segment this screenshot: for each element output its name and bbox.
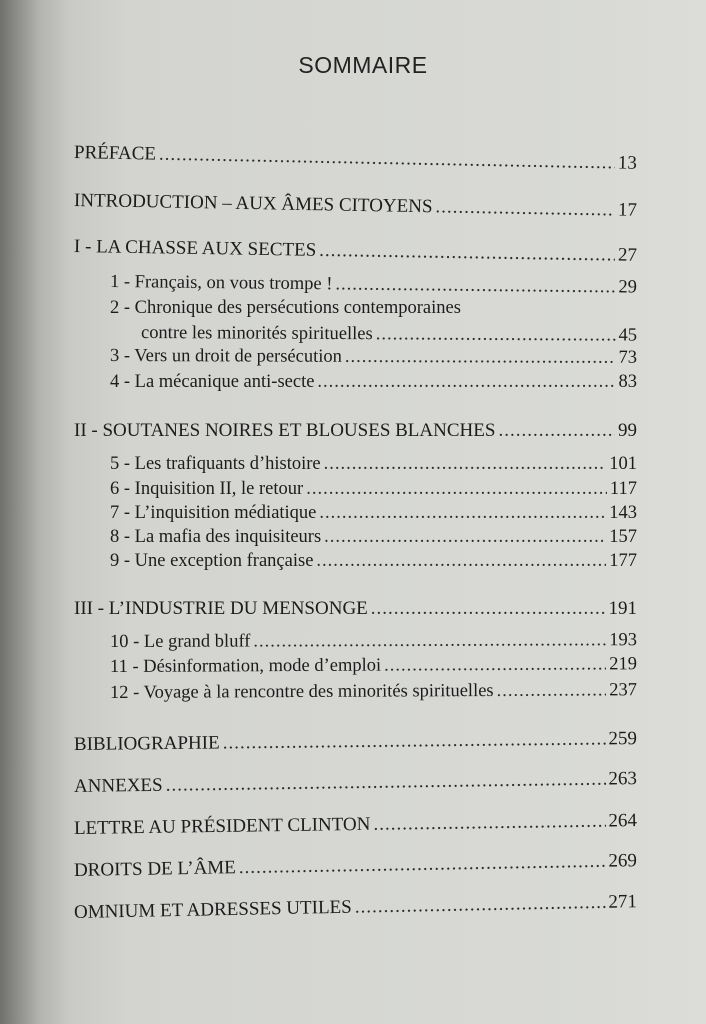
toc-entry-chapter-2-line-1: 2 - Chronique des persécutions contemporaines: [110, 298, 461, 318]
leader-dots: [371, 598, 606, 620]
toc-label: ANNEXES: [73, 774, 163, 797]
toc-entry-chapter-9: [110, 551, 637, 572]
toc-page-number: 219: [609, 654, 638, 675]
toc-entry-chapter-4: [110, 372, 637, 393]
leader-dots: [166, 769, 606, 797]
toc-label: BIBLIOGRAPHIE: [73, 732, 220, 755]
leader-dots: [319, 503, 606, 524]
toc-page-number: 237: [609, 680, 638, 701]
toc-page-number: 73: [618, 347, 638, 368]
toc-entry-annexes: [74, 768, 637, 798]
toc-page-number: 117: [609, 479, 637, 499]
toc-entry-chapter-12: [110, 680, 637, 704]
toc-label: 7 - L’inquisition médiatique: [110, 503, 317, 523]
leader-dots: [239, 851, 606, 879]
toc-entry-part-1: [74, 236, 637, 267]
leader-dots: [335, 274, 615, 298]
toc-page-number: 263: [608, 768, 638, 790]
toc-entry-chapter-6: [110, 479, 637, 500]
toc-entry-droits: [74, 850, 637, 882]
toc-page-number: 264: [608, 810, 638, 832]
leader-dots: [497, 680, 607, 702]
toc-page-number: 157: [609, 527, 637, 547]
toc-page-number: 259: [608, 728, 638, 750]
leader-dots: [376, 324, 616, 346]
leader-dots: [384, 654, 606, 676]
toc-entry-chapter-10: [110, 630, 637, 653]
toc-label: I - LA CHASSE AUX SECTES: [73, 236, 317, 261]
toc-label: 8 - La mafia des inquisiteurs: [110, 527, 322, 547]
leader-dots: [435, 196, 615, 221]
toc-page-number: 191: [608, 598, 637, 619]
toc-page-number: 29: [618, 277, 638, 298]
toc-entry-chapter-3: [110, 346, 637, 369]
toc-page-number: 143: [609, 503, 637, 523]
toc-entry-chapter-5: [110, 454, 637, 475]
leader-dots: [373, 811, 605, 836]
toc-label: DROITS DE L’ÂME: [73, 857, 237, 881]
page-title: SOMMAIRE: [298, 52, 428, 78]
toc-page-number: 177: [609, 551, 637, 571]
toc-entry-part-2: [74, 420, 637, 442]
leader-dots: [253, 630, 606, 652]
toc-label: 11 - Désinformation, mode d’emploi: [109, 655, 382, 677]
toc-label: 6 - Inquisition II, le retour: [110, 479, 304, 499]
toc-label: 4 - La mécanique anti-secte: [110, 372, 315, 392]
leader-dots: [316, 551, 606, 572]
toc-page-number: 269: [608, 850, 638, 872]
toc-page-number: 45: [618, 325, 638, 346]
toc-label: 10 - Le grand bluff: [109, 631, 251, 652]
toc-label: contre les minorités spirituelles: [140, 323, 373, 345]
toc-label: III - L’INDUSTRIE DU MENSONGE: [74, 598, 368, 619]
toc-entry-lettre: [74, 810, 637, 840]
toc-label: 1 - Français, on vous trompe !: [109, 272, 333, 295]
toc-entry-part-3: [74, 598, 637, 620]
toc-page-number: 27: [617, 244, 638, 266]
toc-label: PRÉFACE: [73, 142, 157, 165]
leader-dots: [355, 892, 606, 919]
toc-entry-chapter-7: [110, 503, 637, 524]
toc-page-number: 101: [609, 454, 637, 474]
leader-dots: [324, 454, 607, 475]
leader-dots: [317, 372, 615, 393]
toc-page-number: 193: [609, 630, 638, 651]
toc-label: II - SOUTANES NOIRES ET BLOUSES BLANCHES: [74, 420, 496, 441]
toc-entry-chapter-1: [110, 272, 637, 299]
toc-page-number: 271: [608, 891, 638, 913]
toc-label: 5 - Les trafiquants d’histoire: [110, 454, 321, 474]
toc-label: INTRODUCTION – AUX ÂMES CITOYENS: [73, 190, 433, 218]
toc-label: 3 - Vers un droit de persécution: [109, 346, 342, 367]
toc-label: LETTRE AU PRÉSIDENT CLINTON: [73, 813, 371, 839]
leader-dots: [498, 420, 615, 442]
toc-entry-omnium: [74, 891, 637, 924]
toc-entry-chapter-8: [110, 527, 637, 548]
toc-page-number: 17: [617, 199, 638, 221]
toc-entry-preface: [74, 142, 637, 175]
toc-page-number: 99: [618, 420, 637, 441]
toc-label: 9 - Une exception française: [110, 551, 314, 571]
toc-entry-chapter-11: [110, 654, 637, 678]
toc-page-number: 83: [618, 372, 637, 392]
toc-label: 12 - Voyage à la rencontre des minorités spirituelles: [109, 680, 494, 703]
leader-dots: [159, 144, 615, 175]
leader-dots: [223, 728, 606, 754]
leader-dots: [306, 479, 607, 500]
leader-dots: [345, 347, 616, 369]
toc-entry-bibliographie: [74, 728, 637, 756]
leader-dots: [319, 240, 615, 267]
toc-entry-chapter-2: [141, 323, 637, 347]
leader-dots: [324, 527, 606, 548]
toc-page-number: 13: [617, 152, 638, 174]
toc-label: OMNIUM ET ADRESSES UTILES: [73, 896, 352, 923]
toc-entry-introduction: [74, 190, 637, 222]
